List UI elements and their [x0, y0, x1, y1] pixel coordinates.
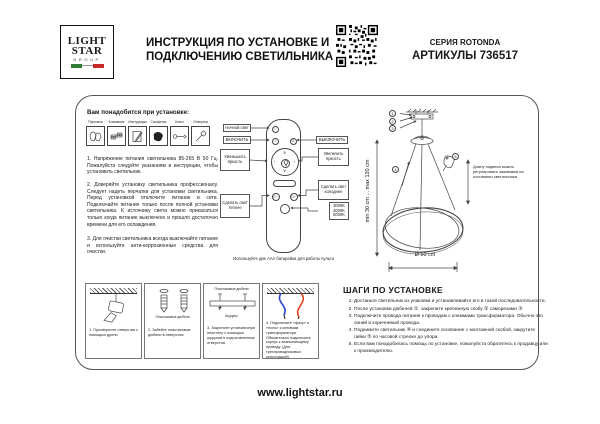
title-line-2: ПОДКЛЮЧЕНИЮ СВЕТИЛЬНИКА	[146, 51, 334, 64]
series-label: СЕРИЯ ROTONDA	[429, 38, 501, 47]
safety-paragraph-1: 1. Напряжение питания светильника 85-265 В 50 Гц. Пожалуйста следуйте указаниям в инструкции, чтобы установить светильник.	[87, 156, 218, 176]
gloves-icon	[86, 126, 105, 146]
label-cooler: Сделать свет холоднее	[318, 180, 349, 200]
panel-caption: 4. Подключите «фазу» и «ноль» к клеммам трансформатора. Обязательно подключите корпус к заземляющему проводу. (Для трехпроводниковых конструкций)	[266, 321, 311, 360]
step-item: 3. Подключите провода питания к проводам с клеммами трансформатора. Обычно это синий и коричневый провода.	[354, 314, 548, 326]
manual-icon	[128, 126, 147, 146]
dowels-icon	[153, 288, 195, 314]
tool-label: Салфетка	[150, 120, 167, 124]
steps-list	[343, 299, 548, 356]
on-glyph: I	[275, 139, 276, 143]
label-brighten: Увеличить яркость	[318, 148, 349, 166]
install-panel-2	[144, 283, 201, 359]
label-dim: Уменьшить яркость	[220, 149, 250, 171]
remote-callout-lines	[216, 116, 328, 248]
logo-text: LIGHT	[67, 35, 107, 48]
panel-label: Пластиковые дюбели	[214, 287, 249, 291]
panel-label: Шурупы	[225, 314, 238, 318]
suspension-note: Длину подвеса можно регулировать зажимами на основании светильника.	[473, 164, 524, 180]
panel-caption: 1. Просверлите отверстия с помощью дрели.	[89, 328, 139, 337]
logo-text: GROUP	[73, 57, 101, 63]
diameter-label: Ø 50 cm	[414, 252, 436, 258]
qr-code-icon	[336, 25, 378, 67]
panel-label: Пластиковые дюбели	[155, 315, 190, 319]
label-night-light: Ночной свет	[223, 124, 251, 132]
panel-caption: 2. Забейте пластиковые дюбели в отверстия.	[148, 328, 191, 337]
cool-glyph: C+	[291, 194, 296, 199]
screwdriver-icon	[191, 126, 210, 146]
tool-label: Клеммник	[108, 120, 125, 124]
callout-1: 1	[389, 110, 396, 117]
wrench-icon	[170, 126, 189, 146]
step-item: 2. После установки дюбелей ①, закрепите крепежную скобу ② саморезами ③	[354, 307, 548, 313]
cloth-icon	[149, 126, 168, 146]
label-color-temperatures: 3000K 4000K 6000K	[329, 202, 349, 220]
steps-heading: ШАГИ ПО УСТАНОВКЕ	[343, 285, 443, 295]
website-url: www.lightstar.ru	[257, 387, 343, 399]
chevron-up-icon: ∧	[283, 149, 287, 155]
label-turn-on: ВКЛЮЧИТЬ	[223, 136, 251, 144]
callout-3: 3	[389, 125, 396, 132]
install-panel-1	[85, 283, 142, 359]
remote-caption: Используйте две AAA батарейки для работы пульта	[233, 256, 334, 261]
tools-heading: Вам понадобится при установке:	[87, 109, 190, 116]
safety-paragraph-3: 3. Для очистки светильника всегда выключайте питание и используйте анти-коррозионные средства для очистки.	[87, 236, 218, 256]
chevron-right-icon: ›	[293, 158, 295, 164]
step-item: 1. Достаньте светильник из упаковки и устанавливайте его в такой последовательности.	[354, 299, 548, 305]
terminal-block-icon	[107, 126, 126, 146]
drill-icon	[100, 294, 130, 326]
moon-icon: ☾	[273, 127, 278, 131]
label-warmer: Сделать свет теплее	[220, 194, 250, 218]
install-panel-4	[262, 283, 319, 359]
tool-label: Инструкция	[128, 120, 147, 124]
panel-caption: 3. Закрепите установочную пластину с помощью шурупов в подготовленные отверстия.	[207, 326, 256, 345]
callout-2: 2	[389, 118, 396, 125]
callout-5: 5	[452, 153, 459, 160]
label-turn-off: ВЫКЛЮЧИТЬ	[316, 136, 348, 144]
lightstar-logo	[60, 25, 114, 79]
instruction-panel	[75, 95, 548, 370]
tool-label: Отвертка	[193, 120, 208, 124]
tool-label: Перчатки	[88, 120, 103, 124]
height-range-label: min 30 cm ... max 120 cm	[365, 159, 371, 223]
title-line-1: ИНСТРУКЦИЯ ПО УСТАНОВКЕ И	[146, 37, 330, 49]
install-panel-3	[203, 283, 260, 359]
safety-paragraph-2: 2. Доверяйте установку светильника профессионалу. Следует надеть перчатки для установки светильника. Перед установкой отключите питание в сети. Подключайте питание только после полной установки светильника. К источнику света можно прикасаться только когда питание выключено и прошло достаточно времени для его охлаждения.	[87, 182, 218, 228]
article-number: АРТИКУЛЫ 736517	[411, 50, 519, 62]
mounting-plate-icon	[208, 293, 257, 313]
page-title	[146, 36, 346, 65]
wires-icon	[269, 293, 314, 319]
italian-flag-icon	[71, 64, 104, 68]
step-item: 5. Если вам понадобилась помощь по установке, пожалуйста обратитесь к продавцу или к производителю.	[354, 342, 548, 354]
step-item: 4. Поднимите светильник ④ и соедините основание с монтажной скобой, закрутите гайки ⑤ по часовой стрелке до упора.	[354, 328, 548, 340]
warm-glyph: C−	[273, 194, 278, 199]
tool-label: Ключ	[175, 120, 184, 124]
logo-text: STAR	[71, 45, 103, 58]
callout-4: 4	[392, 166, 399, 173]
chevron-left-icon: ‹	[274, 158, 276, 164]
off-glyph: O	[291, 139, 295, 143]
chevron-down-icon: ∨	[283, 168, 287, 173]
